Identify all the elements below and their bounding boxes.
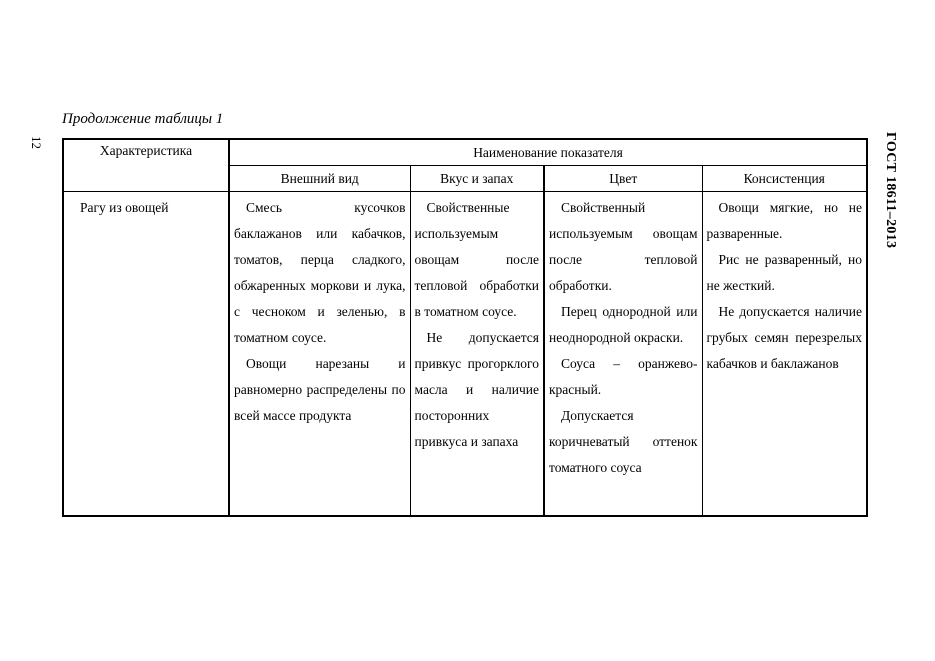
header-consistency: Консистенция [702,166,867,192]
appearance-text-2: Овощи нарезаны и равномерно распределены по всей массе продукта [234,356,406,423]
appearance-cell [229,192,410,517]
standard-code: ГОСТ 18611–2013 [883,132,898,249]
header-appearance: Внешний вид [229,166,410,192]
color-text-1: Свойственный используемым овощам после тепловой обработки. [549,200,698,293]
header-indicator-group: Наименование показателя [229,139,867,166]
taste-smell-text-1: Свойственные используемым овощам после тепловой обработки в томатном соусе. [414,200,539,319]
consistency-text-3: Не допускается наличие грубых семян перезрелых кабачков и баклажанов [706,304,862,371]
table-caption: Продолжение таблицы 1 [62,111,224,127]
requirements-table [62,138,868,517]
consistency-cell [702,192,867,517]
color-text-3: Соуса – оранжево-красный. [549,356,698,397]
table-row [63,192,867,517]
color-text-4: Допускается коричневатый оттенок томатного соуса [549,408,698,475]
appearance-text-1: Смесь кусочков баклажанов или кабачков, томатов, перца сладкого, обжаренных моркови и лука, с чесноком и зеленью, в томатном соусе. [234,200,406,345]
consistency-text-2: Рис не разваренный, но не жесткий. [706,252,862,293]
color-cell [544,192,702,517]
consistency-text-1: Овощи мягкие, но не разваренные. [706,200,862,241]
header-characteristic: Характеристика [63,139,229,192]
header-color: Цвет [544,166,702,192]
taste-smell-cell [410,192,544,517]
page-number: 12 [29,136,44,149]
row-name: Рагу из овощей [63,192,229,517]
taste-smell-text-2: Не допускается привкус прогорклого масла и наличие посторонних привкуса и запаха [414,330,539,449]
header-taste-smell: Вкус и запах [410,166,544,192]
color-text-2: Перец однородной или неоднородной окраски. [549,304,698,345]
